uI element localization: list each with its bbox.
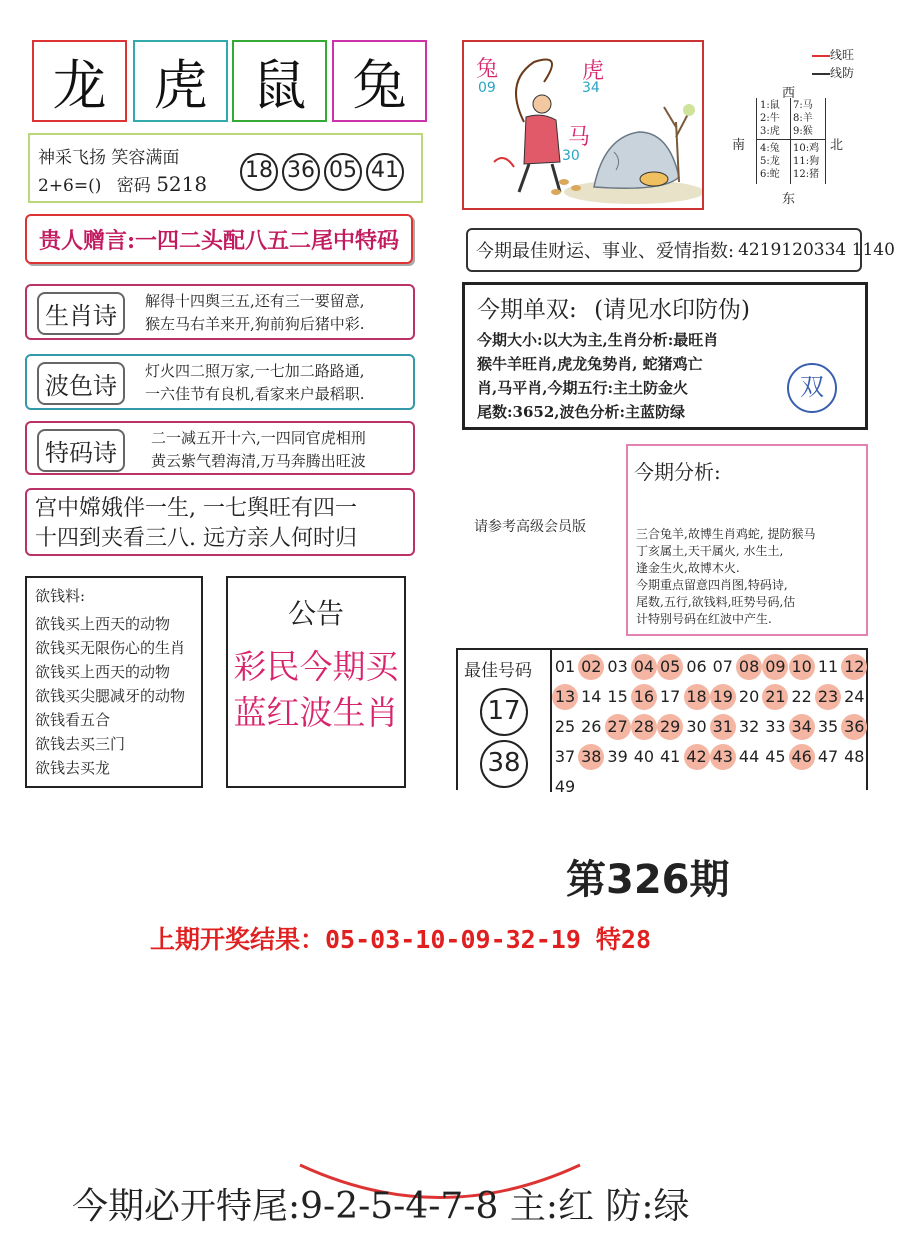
- code-label: 密码: [116, 176, 151, 196]
- analysis-line: 丁亥属土,天干属火, 水生土,: [636, 544, 784, 558]
- number-circle: 36: [282, 153, 320, 191]
- money-riddle-panel: [25, 576, 203, 788]
- grid-number: 06: [686, 657, 707, 676]
- grid-number: 24: [844, 687, 865, 706]
- grid-number: 38: [578, 744, 604, 770]
- legend-item: 线防: [812, 64, 854, 81]
- grid-number: 27: [605, 714, 631, 740]
- analysis-lines: [636, 526, 815, 628]
- grid-number: 18: [684, 684, 710, 710]
- spirit-numbers: [240, 153, 408, 191]
- money-line: 欲钱看五合: [35, 711, 111, 729]
- compass-west: 西: [782, 86, 796, 101]
- grid-number: 31: [710, 714, 736, 740]
- poem-line: 二一减五开十六,一四同官虎相刑: [151, 429, 366, 447]
- pic-zodiac-label: 兔: [476, 57, 499, 82]
- grid-number: 19: [710, 684, 736, 710]
- grid-number: 35: [817, 717, 839, 736]
- notice-title: 公告: [287, 597, 344, 630]
- sd-title-row: [477, 291, 853, 324]
- spirit-formula-row: [38, 171, 207, 196]
- money-title: 欲钱料:: [35, 587, 86, 605]
- code-value: 5218: [156, 172, 208, 196]
- number-circle: 41: [366, 153, 404, 191]
- legend-item: 线旺: [812, 46, 854, 63]
- number-grid: [552, 654, 868, 796]
- notice-panel: [226, 576, 406, 788]
- issue-number: 第326期: [566, 857, 730, 903]
- grid-number: 47: [817, 747, 839, 766]
- number-circle: 05: [324, 153, 362, 191]
- poem-text: [151, 427, 366, 473]
- grid-number: 02: [578, 654, 604, 680]
- grid-number: 48: [844, 747, 865, 766]
- picks-column: [458, 650, 552, 792]
- grid-number: 04: [631, 654, 657, 680]
- palace-poem-panel: [25, 488, 415, 556]
- compass-cell: 12:猪: [793, 169, 820, 180]
- analysis-line: 逢金生火,故博木火.: [636, 561, 740, 575]
- grid-number: 32: [738, 717, 760, 736]
- grid-number: 33: [765, 717, 786, 736]
- analysis-line: 计特别号码在红波中产生.: [636, 612, 772, 626]
- best-numbers-panel: [456, 648, 868, 796]
- poem-text: [145, 360, 365, 406]
- palace-line: 十四到夹看三八. 远方亲人何时归: [35, 526, 357, 551]
- grid-number: 12: [841, 654, 867, 680]
- notice-line: 蓝红波生肖: [233, 693, 399, 732]
- zodiac-char: 兔: [352, 53, 407, 117]
- compass-cell: 9:猴: [793, 126, 813, 137]
- money-line: 欲钱买无限伤心的生肖: [35, 639, 186, 657]
- grid-number: 13: [552, 684, 578, 710]
- analysis-panel: [626, 444, 868, 636]
- analysis-line: 三合兔羊,故博生肖鸡蛇, 提防猴马: [636, 527, 816, 541]
- grid-number: 37: [554, 747, 576, 766]
- poem-label: 波色诗: [37, 362, 125, 405]
- grid-number: 26: [581, 717, 602, 736]
- compass-cell: 10:鸡: [793, 143, 820, 154]
- grid-number: 36: [841, 714, 867, 740]
- compass-cell: 2:牛: [760, 113, 780, 124]
- member-ref: 请参考高级会员版: [474, 519, 586, 535]
- sd-line: 猴牛羊旺肖,虎龙兔势肖, 蛇猪鸡亡: [477, 355, 703, 373]
- analysis-title: 今期分析:: [634, 460, 721, 484]
- grid-number: 42: [684, 744, 710, 770]
- pic-number-label: 30: [562, 148, 580, 164]
- poem-label: 特码诗: [37, 429, 125, 472]
- pic-number-label: 09: [478, 80, 496, 96]
- poem-line: 灯火四二照万家,一七加二路路通,: [145, 362, 365, 380]
- pick-circle: 17: [480, 688, 528, 736]
- grid-number: 45: [765, 747, 786, 766]
- compass-south: 南: [732, 138, 746, 153]
- compass-cell: 8:羊: [793, 113, 813, 124]
- pick-circle: 38: [480, 740, 528, 788]
- grid-number: 29: [657, 714, 683, 740]
- gift-text: 贵人赠言:一四二头配八五二尾中特码: [38, 227, 400, 254]
- grid-number: 16: [631, 684, 657, 710]
- grid-number: 15: [607, 687, 628, 706]
- fortune-label: 今期最佳财运、事业、爱情指数:: [476, 241, 735, 262]
- poem-line: 解得十四舆三五,还有三一要留意,: [145, 292, 365, 310]
- grid-number: 03: [607, 657, 628, 676]
- poem-line: 猴左马右羊来开,狗前狗后猪中彩.: [145, 315, 365, 333]
- money-line: 欲钱买尖腮减牙的动物: [35, 687, 186, 705]
- grid-number: 09: [762, 654, 788, 680]
- best-label: 最佳号码: [464, 661, 532, 681]
- pic-zodiac-label: 虎: [582, 59, 605, 84]
- grid-number: 49: [554, 777, 576, 796]
- zodiac-poem-panel: [25, 284, 415, 340]
- spirit-formula: 2+6=(): [38, 176, 102, 196]
- money-line: 欲钱去买三门: [35, 735, 126, 753]
- grid-number: 40: [633, 747, 655, 766]
- single-double-panel: [462, 282, 868, 430]
- zodiac-char: 鼠: [252, 53, 307, 117]
- watermark-stamp: 双: [787, 363, 837, 413]
- zodiac-box-4: [332, 40, 427, 122]
- zodiac-char: 龙: [52, 53, 107, 117]
- picture-panel: [462, 40, 704, 210]
- compass-cell: 11:狗: [793, 156, 820, 167]
- compass-grid: [756, 98, 826, 184]
- analysis-line: 尾数,五行,欲钱料,旺势号码,估: [636, 595, 796, 609]
- compass-cell: 7:马: [793, 100, 813, 111]
- fortune-panel: [466, 228, 895, 272]
- grid-number: 01: [554, 657, 576, 676]
- grid-number: 05: [657, 654, 683, 680]
- compass-cell: 6:蛇: [760, 169, 780, 180]
- grid-number: 28: [631, 714, 657, 740]
- grid-number: 44: [738, 747, 760, 766]
- last-result: 上期开奖结果：05-03-10-09-32-19 特28: [150, 925, 652, 954]
- sd-line: 尾数:3652,波色分析:主蓝防绿: [477, 403, 686, 421]
- grid-number: 30: [686, 717, 707, 736]
- compass-cell: 5:龙: [760, 156, 780, 167]
- compass-north: 北: [830, 138, 844, 153]
- gift-banner: [25, 214, 413, 264]
- special-poem-panel: [25, 421, 415, 475]
- grid-number: 21: [762, 684, 788, 710]
- tail-banner: 今期必开特尾:9-2-5-4-7-8 主:红 防:绿: [72, 1186, 690, 1227]
- money-line: 欲钱买上西天的动物: [35, 663, 171, 681]
- analysis-line: 今期重点留意四肖图,特码诗,: [636, 578, 788, 592]
- grid-number: 20: [738, 687, 760, 706]
- zodiac-box-3: [232, 40, 327, 122]
- sd-note: (请见水印防伪): [594, 297, 751, 323]
- money-line: 欲钱去买龙: [35, 759, 111, 777]
- poem-line: 一六佳节有良机,看家来户最稻职.: [145, 385, 365, 403]
- compass-panel: [728, 40, 878, 210]
- compass-east: 东: [782, 192, 796, 207]
- grid-number: 08: [736, 654, 762, 680]
- grid-number: 17: [660, 687, 681, 706]
- grid-number: 22: [791, 687, 812, 706]
- spirit-line: 神采飞扬 笑容满面: [38, 148, 180, 168]
- poem-label: 生肖诗: [37, 292, 125, 335]
- poem-text: [145, 290, 365, 336]
- pic-zodiac-label: 马: [568, 125, 591, 150]
- grid-number: 41: [660, 747, 681, 766]
- color-poem-panel: [25, 354, 415, 410]
- grid-number: 25: [554, 717, 576, 736]
- sd-line: 今期大小:以大为主,生肖分析:最旺肖: [477, 331, 719, 349]
- sd-title: 今期单双:: [477, 297, 577, 323]
- grid-number: 07: [712, 657, 733, 676]
- fortune-value: 4219120334 1140: [738, 240, 895, 260]
- grid-number: 10: [789, 654, 815, 680]
- number-circle: 18: [240, 153, 278, 191]
- grid-number: 14: [581, 687, 602, 706]
- poem-line: 黄云紫气碧海清,万马奔腾出旺波: [151, 452, 366, 470]
- palace-line: 宫中嫦娥伴一生, 一七舆旺有四一: [35, 496, 357, 521]
- grid-number: 23: [815, 684, 841, 710]
- compass-cell: 4:兔: [760, 143, 780, 154]
- zodiac-box-1: [32, 40, 127, 122]
- compass-cell: 1:鼠: [760, 100, 780, 111]
- grid-number: 39: [607, 747, 628, 766]
- grid-number: 11: [817, 657, 839, 676]
- zodiac-char: 虎: [153, 53, 208, 117]
- spirit-panel: [28, 133, 423, 203]
- notice-line: 彩民今期买: [233, 647, 399, 686]
- compass-cell: 3:虎: [760, 126, 780, 137]
- grid-number: 46: [789, 744, 815, 770]
- pic-number-label: 34: [582, 80, 600, 96]
- grid-number: 43: [710, 744, 736, 770]
- sd-line: 肖,马平肖,今期五行:主土防金火: [477, 379, 688, 397]
- grid-number: 34: [789, 714, 815, 740]
- zodiac-box-2: [133, 40, 228, 122]
- money-line: 欲钱买上西天的动物: [35, 615, 171, 633]
